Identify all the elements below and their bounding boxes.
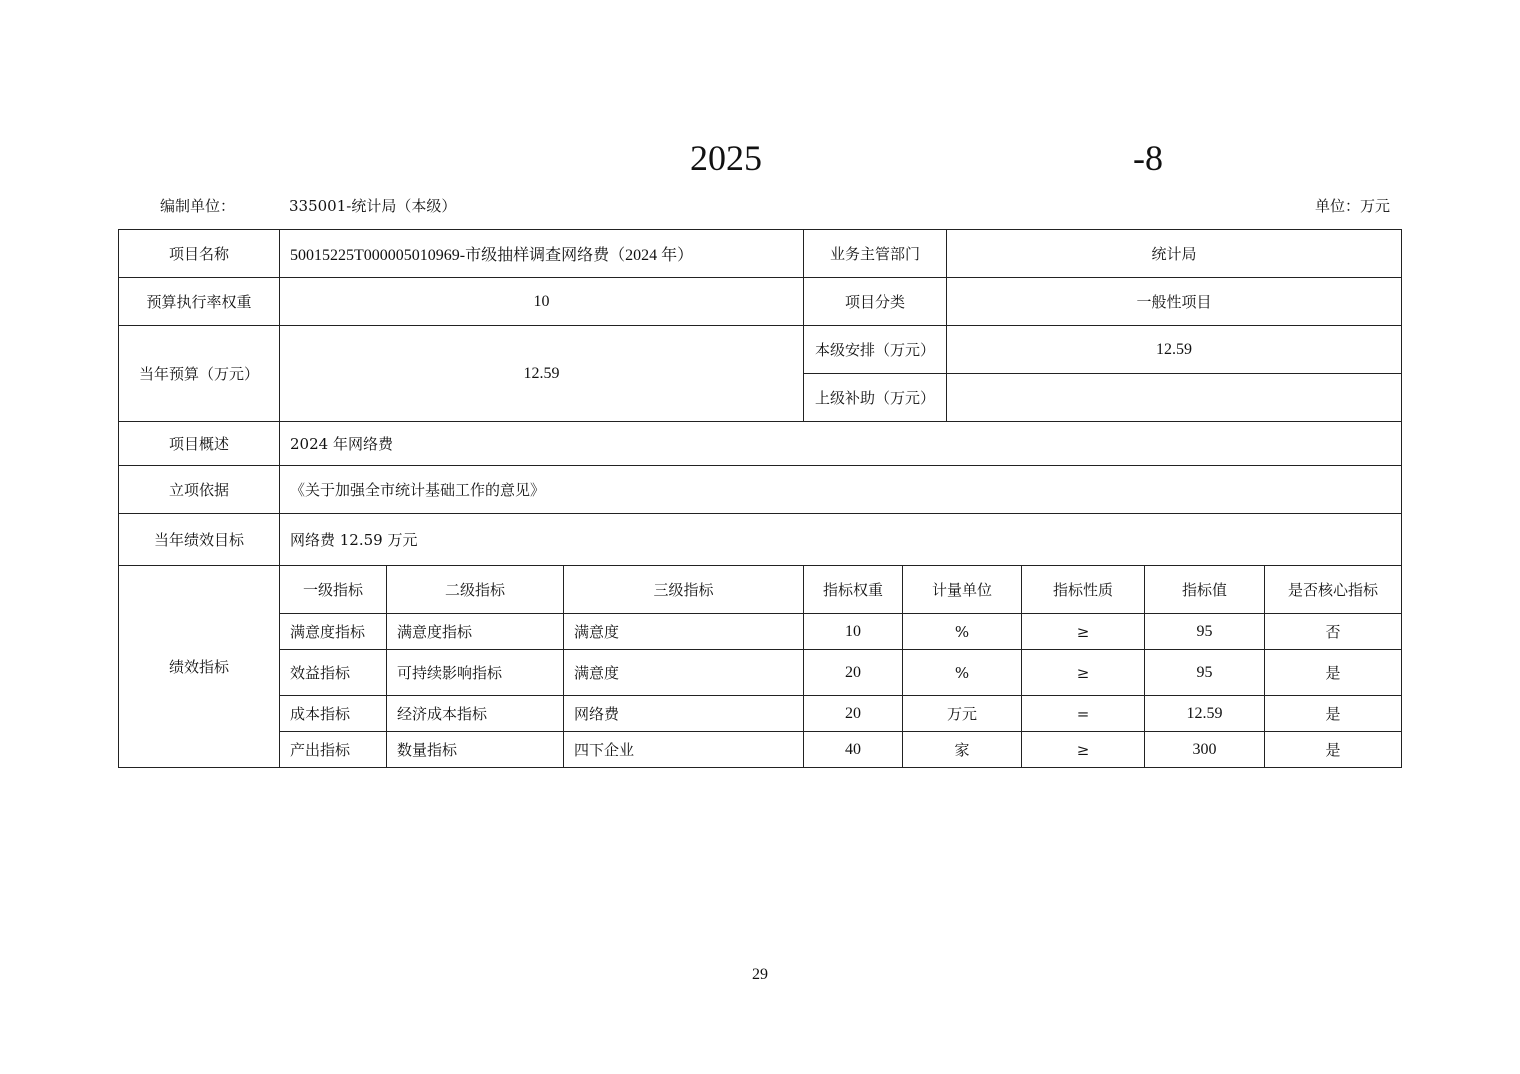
indicator-nature: = (1022, 696, 1145, 732)
goal-value: 网络费 12.59 万元 (280, 514, 1402, 566)
indicator-weight: 20 (804, 650, 903, 696)
indicator-level2: 可持续影响指标 (387, 650, 564, 696)
indicator-nature: ≥ (1022, 732, 1145, 768)
indicator-level3: 满意度 (564, 614, 804, 650)
indicator-level3: 满意度 (564, 650, 804, 696)
indicator-core: 是 (1265, 696, 1402, 732)
indicator-value: 95 (1145, 650, 1265, 696)
title-year: 2025 (690, 138, 762, 178)
header-weight: 指标权重 (804, 566, 903, 614)
indicator-level2: 经济成本指标 (387, 696, 564, 732)
indicator-unit: % (903, 650, 1022, 696)
indicator-weight: 10 (804, 614, 903, 650)
budget-value: 12.59 (280, 326, 804, 422)
category-value: 一般性项目 (947, 278, 1402, 326)
indicator-level1: 效益指标 (280, 650, 387, 696)
indicator-level1: 成本指标 (280, 696, 387, 732)
indicator-core: 是 (1265, 732, 1402, 768)
indicator-nature: ≥ (1022, 650, 1145, 696)
row-basis (119, 466, 1402, 514)
indicator-row (119, 696, 1402, 732)
indicator-level2: 数量指标 (387, 732, 564, 768)
row-budget (119, 326, 1402, 374)
indicator-header-row (119, 566, 1402, 614)
org-value: 335001-统计局（本级） (289, 197, 457, 215)
org-label: 编制单位： (160, 197, 236, 215)
indicator-unit: % (903, 614, 1022, 650)
weight-label: 预算执行率权重 (119, 278, 280, 326)
indicator-unit: 家 (903, 732, 1022, 768)
indicator-level1: 产出指标 (280, 732, 387, 768)
row-overview (119, 422, 1402, 466)
indicator-row (119, 614, 1402, 650)
overview-value: 2024 年网络费 (280, 422, 1402, 466)
indicator-core: 否 (1265, 614, 1402, 650)
header-nature: 指标性质 (1022, 566, 1145, 614)
unit-label: 单位：万元 (1314, 197, 1390, 215)
header-level2: 二级指标 (387, 566, 564, 614)
indicator-level3: 四下企业 (564, 732, 804, 768)
project-table (118, 229, 1402, 768)
header-level3: 三级指标 (564, 566, 804, 614)
indicator-value: 12.59 (1145, 696, 1265, 732)
basis-value: 《关于加强全市统计基础工作的意见》 (280, 466, 1402, 514)
dept-value: 统计局 (947, 230, 1402, 278)
superior-value (947, 374, 1402, 422)
row-goal (119, 514, 1402, 566)
header-level1: 一级指标 (280, 566, 387, 614)
local-value: 12.59 (947, 326, 1402, 374)
budget-label: 当年预算（万元） (119, 326, 280, 422)
indicator-core: 是 (1265, 650, 1402, 696)
indicator-unit: 万元 (903, 696, 1022, 732)
page-number: 29 (752, 966, 768, 983)
indicator-level3: 网络费 (564, 696, 804, 732)
basis-label: 立项依据 (119, 466, 280, 514)
local-label: 本级安排（万元） (804, 326, 947, 374)
indicator-value: 300 (1145, 732, 1265, 768)
row-weight (119, 278, 1402, 326)
indicator-level1: 满意度指标 (280, 614, 387, 650)
superior-label: 上级补助（万元） (804, 374, 947, 422)
title-suffix: -8 (1133, 138, 1163, 178)
category-label: 项目分类 (804, 278, 947, 326)
project-name-value: 50015225T000005010969-市级抽样调查网络费（2024 年） (280, 230, 804, 278)
indicator-row (119, 650, 1402, 696)
row-project-name (119, 230, 1402, 278)
project-name-label: 项目名称 (119, 230, 280, 278)
indicator-row (119, 732, 1402, 768)
indicators-label: 绩效指标 (119, 566, 280, 768)
overview-label: 项目概述 (119, 422, 280, 466)
indicator-value: 95 (1145, 614, 1265, 650)
indicator-weight: 40 (804, 732, 903, 768)
weight-value: 10 (280, 278, 804, 326)
dept-label: 业务主管部门 (804, 230, 947, 278)
indicator-nature: ≥ (1022, 614, 1145, 650)
goal-label: 当年绩效目标 (119, 514, 280, 566)
header-unit: 计量单位 (903, 566, 1022, 614)
header-core: 是否核心指标 (1265, 566, 1402, 614)
header-value: 指标值 (1145, 566, 1265, 614)
indicator-weight: 20 (804, 696, 903, 732)
indicator-level2: 满意度指标 (387, 614, 564, 650)
